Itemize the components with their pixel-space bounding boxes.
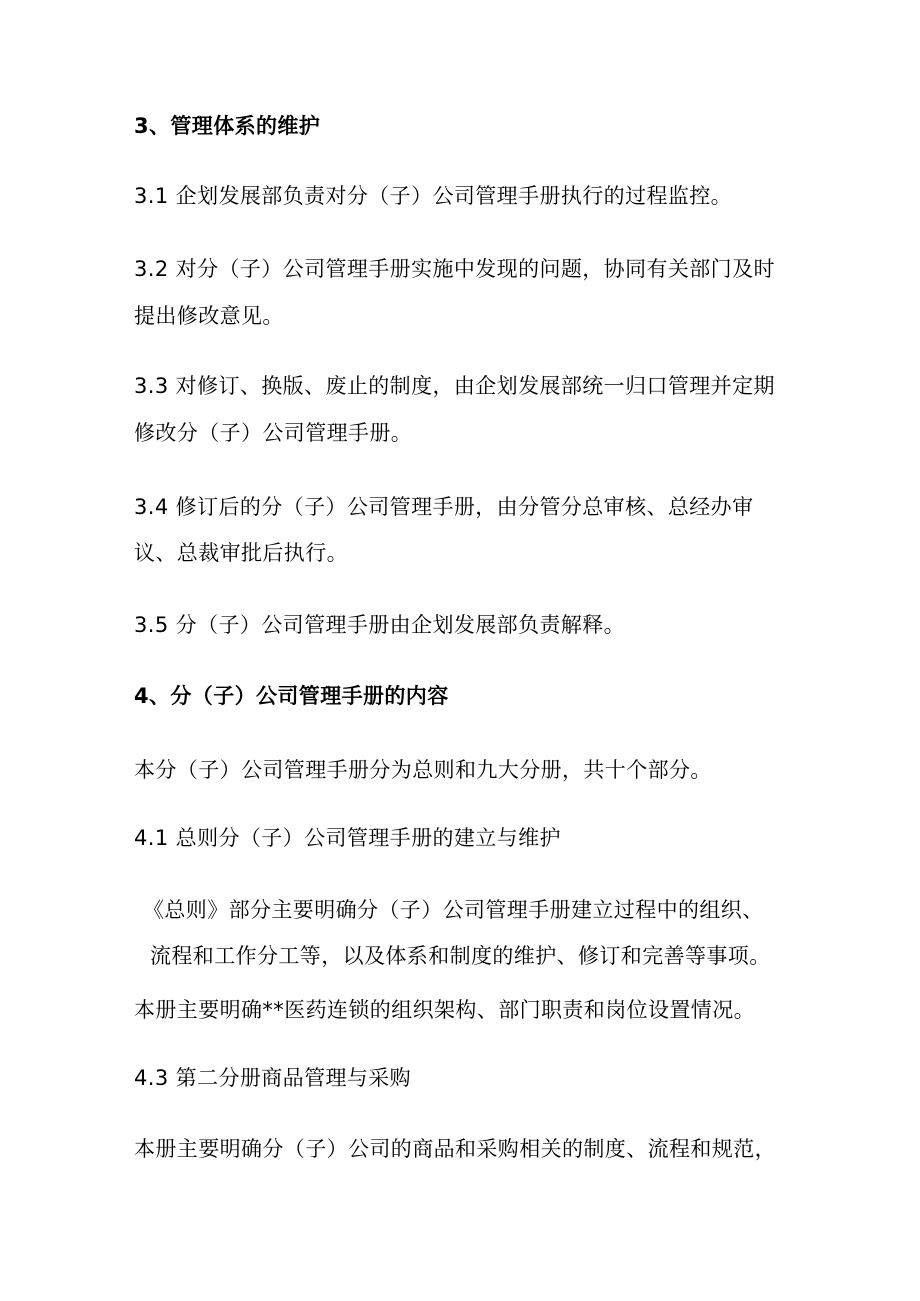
paragraph-3-4-line-1: 3.4 修订后的分（子）公司管理手册，由分管分总审核、总经办审	[134, 495, 754, 519]
paragraph-3-2-line-2: 提出修改意见。	[134, 304, 284, 328]
paragraph-3-5: 3.5 分（子）公司管理手册由企划发展部负责解释。	[134, 613, 626, 637]
paragraph-4-intro: 本分（子）公司管理手册分为总则和九大分册，共十个部分。	[134, 758, 712, 782]
paragraph-4-2: 本册主要明确**医药连锁的组织架构、部门职责和岗位设置情况。	[134, 998, 755, 1022]
section-3-heading: 3、管理体系的维护	[134, 114, 321, 138]
paragraph-4-3-title: 4.3 第二分册商品管理与采购	[134, 1066, 412, 1090]
paragraph-3-4-line-2: 议、总裁审批后执行。	[134, 541, 348, 565]
paragraph-4-3-body: 本册主要明确分（子）公司的商品和采购相关的制度、流程和规范，	[134, 1137, 776, 1161]
paragraph-3-1: 3.1 企划发展部负责对分（子）公司管理手册执行的过程监控。	[134, 184, 733, 208]
paragraph-3-3-line-1: 3.3 对修订、换版、废止的制度，由企划发展部统一归口管理并定期	[134, 374, 775, 398]
paragraph-4-1-line-2: 流程和工作分工等，以及体系和制度的维护、修订和完善等事项。	[150, 944, 771, 968]
paragraph-4-1-title: 4.1 总则分（子）公司管理手册的建立与维护	[134, 826, 561, 850]
paragraph-3-3-line-2: 修改分（子）公司管理手册。	[134, 421, 413, 445]
section-4-heading: 4、分（子）公司管理手册的内容	[134, 684, 449, 708]
paragraph-4-1-line-1: 《总则》部分主要明确分（子）公司管理手册建立过程中的组织、	[143, 898, 764, 922]
paragraph-3-2-line-1: 3.2 对分（子）公司管理手册实施中发现的问题，协同有关部门及时	[134, 257, 775, 281]
